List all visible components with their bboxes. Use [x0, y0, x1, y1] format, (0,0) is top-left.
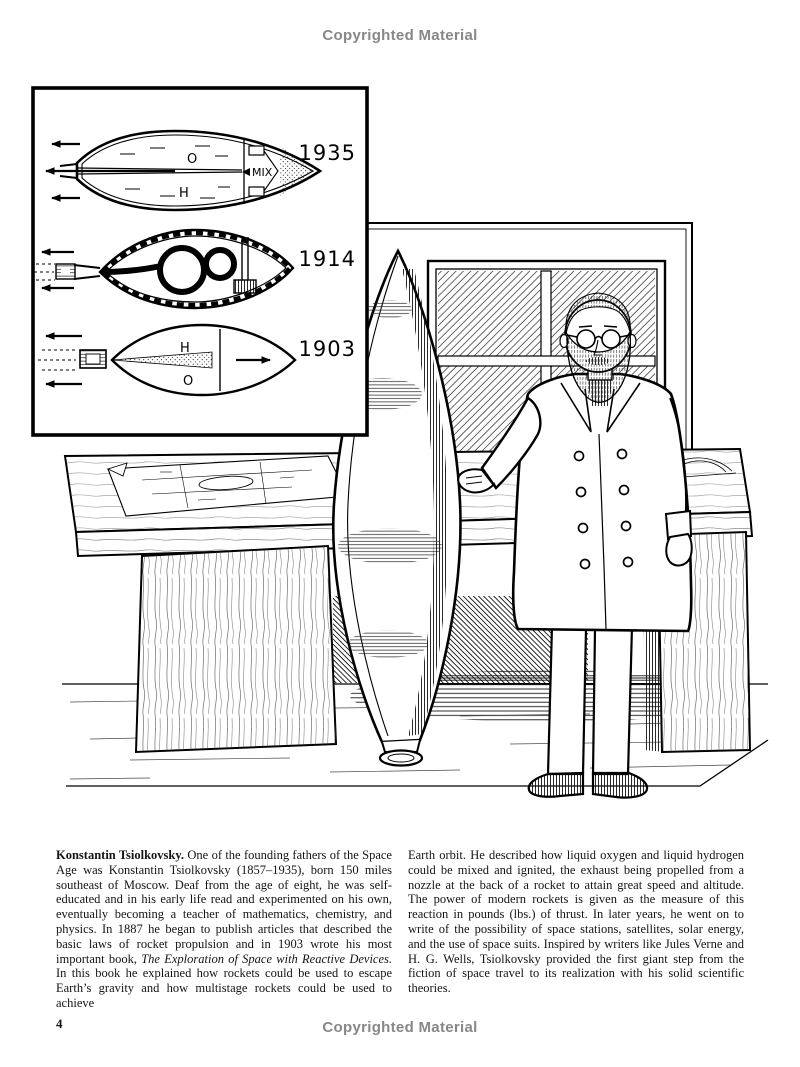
page-number: 4 — [56, 1016, 63, 1031]
article — [56, 848, 744, 1011]
article-left-text-b: In this book he explained how rockets could be used to escape Earth’s gravity and how multistage rockets could be used to achieve — [56, 966, 392, 1010]
year-label-1903: 1903 — [298, 337, 356, 361]
right-trouser-leg — [593, 626, 632, 774]
oxidizer-label-1903: O — [183, 374, 194, 389]
article-left-column — [56, 848, 392, 1011]
right-hand — [666, 534, 691, 565]
left-shoe — [529, 773, 583, 797]
burner-box — [234, 280, 256, 293]
year-label-1935: 1935 — [298, 141, 356, 165]
bottom-watermark: Copyrighted Material — [322, 1019, 478, 1036]
article-right-column — [408, 848, 744, 1011]
inset-diagram-panel — [33, 88, 367, 435]
oxidizer-label-1935: O — [187, 152, 198, 167]
article-lead-bold: Konstantin Tsiolkovsky. — [56, 848, 185, 862]
main-illustration — [30, 84, 770, 836]
rocket-nozzle — [380, 751, 422, 766]
top-watermark: Copyrighted Material — [322, 27, 478, 44]
article-right-text: Earth orbit. He described how liquid oxygen and liquid hydrogen could be mixed and ignited, the exhaust being propelled from a nozzle at the back of a rocket to attain great speed and altitude. The power of modern rockets is given as the measure of this reaction in pounds (lbs.) of thrust. In later years, he went on to write of the possibility of space stations, satellites, solar energy, and the use of space suits. Inspired by writers like Jules Verne and H. G. Wells, Tsiolkovsky provided the first giant step from the fiction of space travel to its realization with his solid scientific theories. — [408, 848, 744, 996]
mustache — [586, 357, 610, 365]
fuel-label-1935: H — [179, 186, 189, 201]
year-label-1914: 1914 — [298, 247, 356, 271]
fuel-label-1903: H — [180, 341, 190, 356]
mix-label: MIX — [252, 166, 273, 179]
right-shoe — [593, 773, 647, 798]
left-trouser-leg — [548, 626, 586, 774]
book-title-italic: The Exploration of Space with Reactive Devices. — [141, 951, 392, 966]
article-left-text-a: One of the founding fathers of the Space Age was Konstantin Tsiolkovsky (1857–1935), born 150 miles southeast of Moscow. Deaf from the age of eight, he was self-educated and in his early life read and experimented on his own, eventually becoming a teacher of mathematics, chemistry, and physics. In 1887 he began to publish articles that described the basic laws of rocket propulsion and in 1903 wrote his most important book, — [56, 848, 392, 966]
